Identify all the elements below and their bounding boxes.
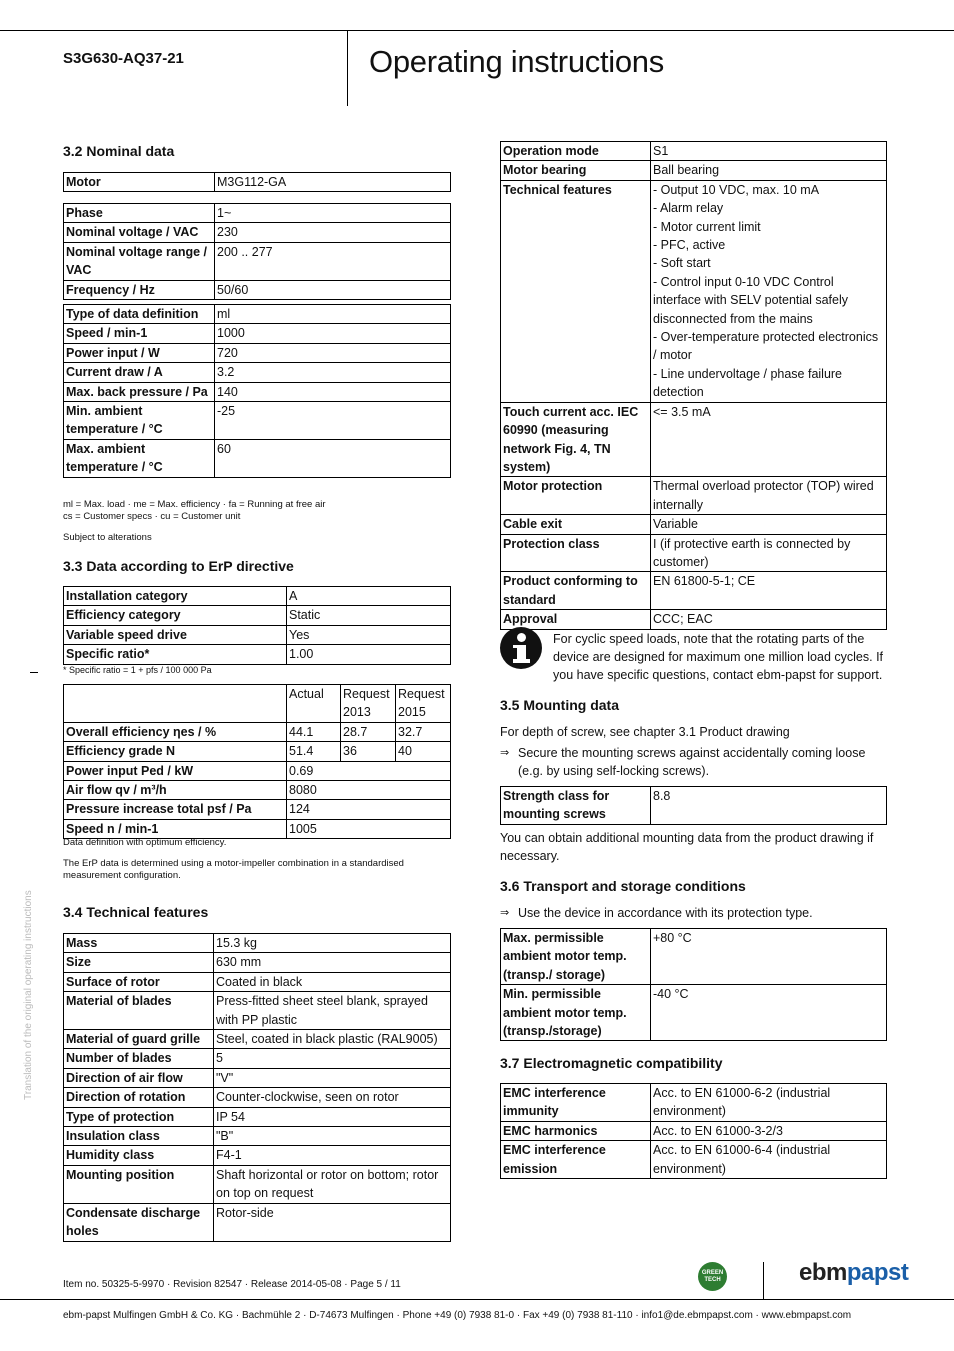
row-label: Current draw / A <box>64 363 215 382</box>
row-value: A <box>287 587 451 606</box>
row-value: Rotor-side <box>214 1203 451 1241</box>
mounting-table <box>500 786 887 825</box>
row-value: 140 <box>215 382 451 401</box>
table-row <box>64 1030 451 1049</box>
row-label: Direction of air flow <box>64 1068 214 1087</box>
row-label: Material of blades <box>64 992 214 1030</box>
table-row <box>64 625 451 644</box>
nominal-note-2: cs = Customer specs · cu = Customer unit <box>63 511 241 522</box>
row-value: Acc. to EN 61000-6-2 (industrial environment) <box>651 1084 887 1122</box>
row-value: 51.4 <box>287 742 341 761</box>
table-row <box>501 515 887 534</box>
erp-note-1: Data definition with optimum efficiency. <box>63 837 227 848</box>
column-header <box>64 685 287 723</box>
row-label: Min. permissible ambient motor temp. (transp./storage) <box>501 985 651 1041</box>
row-value: Static <box>287 606 451 625</box>
section-heading-erp: 3.3 Data according to ErP directive <box>63 558 294 574</box>
section-heading-mounting: 3.5 Mounting data <box>500 697 619 713</box>
table-row <box>64 606 451 625</box>
table-header-row <box>64 685 451 723</box>
technical-features-table <box>63 933 451 1242</box>
row-value: 1000 <box>215 324 451 343</box>
column-header: Request 2013 <box>341 685 396 723</box>
section-heading-nominal-data: 3.2 Nominal data <box>63 143 175 159</box>
mounting-bullet: ⇒ Secure the mounting screws against accidentally coming loose (e.g. by using self-locking screws). <box>518 744 888 780</box>
row-value: Ball bearing <box>651 161 887 180</box>
row-value: 5 <box>214 1049 451 1068</box>
logo-divider <box>763 1262 764 1300</box>
nominal-data-table <box>63 304 451 478</box>
row-value: CCC; EAC <box>651 610 887 629</box>
row-value: 3.2 <box>215 363 451 382</box>
nominal-note-3: Subject to alterations <box>63 532 152 543</box>
row-label: Phase <box>64 204 215 223</box>
mounting-intro: For depth of screw, see chapter 3.1 Product drawing <box>500 725 790 739</box>
row-value: F4-1 <box>214 1146 451 1165</box>
row-label: Size <box>64 953 214 972</box>
row-value: -40 °C <box>651 985 887 1041</box>
table-row <box>64 173 451 192</box>
page-title: Operating instructions <box>369 44 664 79</box>
mounting-outro: You can obtain additional mounting data from the product drawing if necessary. <box>500 831 874 863</box>
fold-mark <box>30 672 38 673</box>
row-value: 28.7 <box>341 722 396 741</box>
row-label: Surface of rotor <box>64 972 214 991</box>
row-value: <= 3.5 mA <box>651 402 887 477</box>
table-row <box>501 610 887 629</box>
green-tech-logo: GREEN TECH <box>698 1262 727 1291</box>
row-label: Motor protection <box>501 477 651 515</box>
table-row <box>501 929 887 985</box>
row-value: Acc. to EN 61000-3-2/3 <box>651 1121 887 1140</box>
row-label: EMC interference emission <box>501 1141 651 1179</box>
row-label: Specific ratio* <box>64 645 287 664</box>
footer-company: ebm-papst Mulfingen GmbH & Co. KG · Bachmühle 2 · D-74673 Mulfingen · Phone +49 (0) 7938 81-0 · Fax +49 (0) 7938 81-110 · info1@de.ebmpapst.com · www.ebmpapst.com <box>63 1310 852 1321</box>
row-value: Press-fitted sheet steel blank, sprayed with PP plastic <box>214 992 451 1030</box>
table-row <box>64 761 451 780</box>
row-value: ml <box>215 305 451 324</box>
info-note: For cyclic speed loads, note that the rotating parts of the device are designed for maximum one million load cycles. If you have specific questions, contact ebm-papst for support. <box>553 632 884 682</box>
row-value: EN 61800-5-1; CE <box>651 572 887 610</box>
table-row <box>501 142 887 161</box>
row-label: Strength class for mounting screws <box>501 787 651 825</box>
row-value: 44.1 <box>287 722 341 741</box>
table-row <box>64 324 451 343</box>
row-value: 36 <box>341 742 396 761</box>
row-value: IP 54 <box>214 1107 451 1126</box>
row-label: Max. ambient temperature / °C <box>64 439 215 477</box>
table-row <box>501 1141 887 1179</box>
row-label: Nominal voltage / VAC <box>64 223 215 242</box>
section-heading-transport: 3.6 Transport and storage conditions <box>500 878 746 894</box>
table-row <box>64 781 451 800</box>
row-value: "B" <box>214 1127 451 1146</box>
header-divider <box>347 30 348 106</box>
row-value: 1005 <box>287 819 451 838</box>
table-row <box>64 1107 451 1126</box>
table-row <box>64 934 451 953</box>
row-value: M3G112-GA <box>215 173 451 192</box>
row-value: 124 <box>287 800 451 819</box>
row-value: -25 <box>215 402 451 440</box>
row-value: 200 .. 277 <box>215 242 451 280</box>
row-label: Type of protection <box>64 1107 214 1126</box>
row-label: Humidity class <box>64 1146 214 1165</box>
row-label: EMC interference immunity <box>501 1084 651 1122</box>
nominal-note-1: ml = Max. load · me = Max. efficiency · fa = Running at free air <box>63 499 326 510</box>
table-row <box>64 382 451 401</box>
section-heading-emc: 3.7 Electromagnetic compatibility <box>500 1055 723 1071</box>
row-value: - Output 10 VDC, max. 10 mA - Alarm relay - Motor current limit - PFC, active - Soft start - Control input 0-10 VDC Control interface with SELV potential safely disconnected from the mains - Over-temperature protected electronics / motor - Line undervoltage / phase failure detection <box>651 180 887 402</box>
erp-table <box>63 586 451 665</box>
row-value: Variable <box>651 515 887 534</box>
row-label: Efficiency grade N <box>64 742 287 761</box>
row-value: Counter-clockwise, seen on rotor <box>214 1088 451 1107</box>
ebmpapst-logo: ebmpapst <box>799 1259 909 1286</box>
row-value: "V" <box>214 1068 451 1087</box>
emc-table <box>500 1083 887 1179</box>
row-label: Insulation class <box>64 1127 214 1146</box>
row-value: 0.69 <box>287 761 451 780</box>
table-row <box>501 1084 887 1122</box>
table-row <box>64 587 451 606</box>
table-row <box>501 985 887 1041</box>
table-row <box>64 645 451 664</box>
table-row <box>64 1203 451 1241</box>
row-label: Motor bearing <box>501 161 651 180</box>
table-row <box>501 477 887 515</box>
row-label: Product conforming to standard <box>501 572 651 610</box>
table-row <box>64 819 451 838</box>
row-label: Touch current acc. IEC 60990 (measuring network Fig. 4, TN system) <box>501 402 651 477</box>
row-label: Number of blades <box>64 1049 214 1068</box>
row-label: Max. permissible ambient motor temp. (transp./ storage) <box>501 929 651 985</box>
table-row <box>64 280 451 299</box>
row-label: Pressure increase total psf / Pa <box>64 800 287 819</box>
row-label: Type of data definition <box>64 305 215 324</box>
electrical-table <box>63 203 451 300</box>
row-value: Acc. to EN 61000-6-4 (industrial environment) <box>651 1141 887 1179</box>
model-number: S3G630-AQ37-21 <box>63 50 184 67</box>
table-row <box>64 1165 451 1203</box>
row-value: 720 <box>215 343 451 362</box>
table-row <box>64 305 451 324</box>
table-row <box>64 242 451 280</box>
footer-rule <box>0 1299 954 1300</box>
row-value: 50/60 <box>215 280 451 299</box>
side-note: Translation of the original operating instructions <box>23 890 34 1100</box>
row-value: 32.7 <box>396 722 451 741</box>
row-label: Protection class <box>501 534 651 572</box>
row-value: 60 <box>215 439 451 477</box>
row-value: 15.3 kg <box>214 934 451 953</box>
row-label: Installation category <box>64 587 287 606</box>
efficiency-table <box>63 684 451 839</box>
row-value: I (if protective earth is connected by customer) <box>651 534 887 572</box>
table-row <box>64 204 451 223</box>
table-row <box>64 343 451 362</box>
row-label: Nominal voltage range / VAC <box>64 242 215 280</box>
row-label: Material of guard grille <box>64 1030 214 1049</box>
row-label: Condensate discharge holes <box>64 1203 214 1241</box>
table-row <box>501 161 887 180</box>
row-value: +80 °C <box>651 929 887 985</box>
row-value: 1.00 <box>287 645 451 664</box>
row-label: Frequency / Hz <box>64 280 215 299</box>
row-value: 230 <box>215 223 451 242</box>
table-row <box>64 1049 451 1068</box>
row-label: Overall efficiency ηes / % <box>64 722 287 741</box>
row-label: Approval <box>501 610 651 629</box>
row-label: Mass <box>64 934 214 953</box>
row-label: Power input / W <box>64 343 215 362</box>
transport-table <box>500 928 887 1041</box>
section-heading-technical-features: 3.4 Technical features <box>63 904 209 920</box>
info-icon <box>500 627 542 669</box>
row-label: Technical features <box>501 180 651 402</box>
row-label: EMC harmonics <box>501 1121 651 1140</box>
row-label: Speed / min-1 <box>64 324 215 343</box>
row-label: Direction of rotation <box>64 1088 214 1107</box>
row-label: Cable exit <box>501 515 651 534</box>
table-row <box>501 534 887 572</box>
row-value: S1 <box>651 142 887 161</box>
row-label: Variable speed drive <box>64 625 287 644</box>
motor-table <box>63 172 451 192</box>
table-row <box>64 1127 451 1146</box>
table-row <box>64 402 451 440</box>
row-value: 8.8 <box>651 787 887 825</box>
table-row <box>64 992 451 1030</box>
table-row <box>64 223 451 242</box>
table-row <box>64 800 451 819</box>
row-value: Coated in black <box>214 972 451 991</box>
row-label: Min. ambient temperature / °C <box>64 402 215 440</box>
row-value: 630 mm <box>214 953 451 972</box>
row-value: Yes <box>287 625 451 644</box>
table-row <box>501 572 887 610</box>
table-row <box>501 1121 887 1140</box>
table-row <box>64 722 451 741</box>
column-header: Request 2015 <box>396 685 451 723</box>
row-value: Steel, coated in black plastic (RAL9005) <box>214 1030 451 1049</box>
row-label: Power input Ped / kW <box>64 761 287 780</box>
table-row <box>64 1068 451 1087</box>
row-value: Shaft horizontal or rotor on bottom; rotor on top on request <box>214 1165 451 1203</box>
row-label: Mounting position <box>64 1165 214 1203</box>
table-row <box>64 363 451 382</box>
table-row <box>64 742 451 761</box>
row-value: Thermal overload protector (TOP) wired internally <box>651 477 887 515</box>
transport-bullet: ⇒ Use the device in accordance with its protection type. <box>518 904 813 922</box>
row-value: 1~ <box>215 204 451 223</box>
table-row <box>501 402 887 477</box>
row-label: Air flow qv / m³/h <box>64 781 287 800</box>
header-top-rule <box>0 30 954 31</box>
row-label: Operation mode <box>501 142 651 161</box>
footer-item-info: Item no. 50325-5-9970 · Revision 82547 · Release 2014-05-08 · Page 5 / 11 <box>63 1279 401 1290</box>
row-label: Motor <box>64 173 215 192</box>
table-row <box>64 972 451 991</box>
erp-note-2: The ErP data is determined using a motor-impeller combination in a standardised measurement configuration. <box>63 858 404 881</box>
column-header: Actual <box>287 685 341 723</box>
row-label: Max. back pressure / Pa <box>64 382 215 401</box>
motor-spec-table <box>500 141 887 630</box>
row-value: 40 <box>396 742 451 761</box>
table-row <box>64 953 451 972</box>
row-label: Efficiency category <box>64 606 287 625</box>
row-value: 8080 <box>287 781 451 800</box>
erp-footnote: * Specific ratio = 1 + pfs / 100 000 Pa <box>63 665 212 675</box>
table-row <box>64 1088 451 1107</box>
table-row <box>501 787 887 825</box>
row-label: Speed n / min-1 <box>64 819 287 838</box>
table-row <box>64 439 451 477</box>
table-row <box>501 180 887 402</box>
table-row <box>64 1146 451 1165</box>
